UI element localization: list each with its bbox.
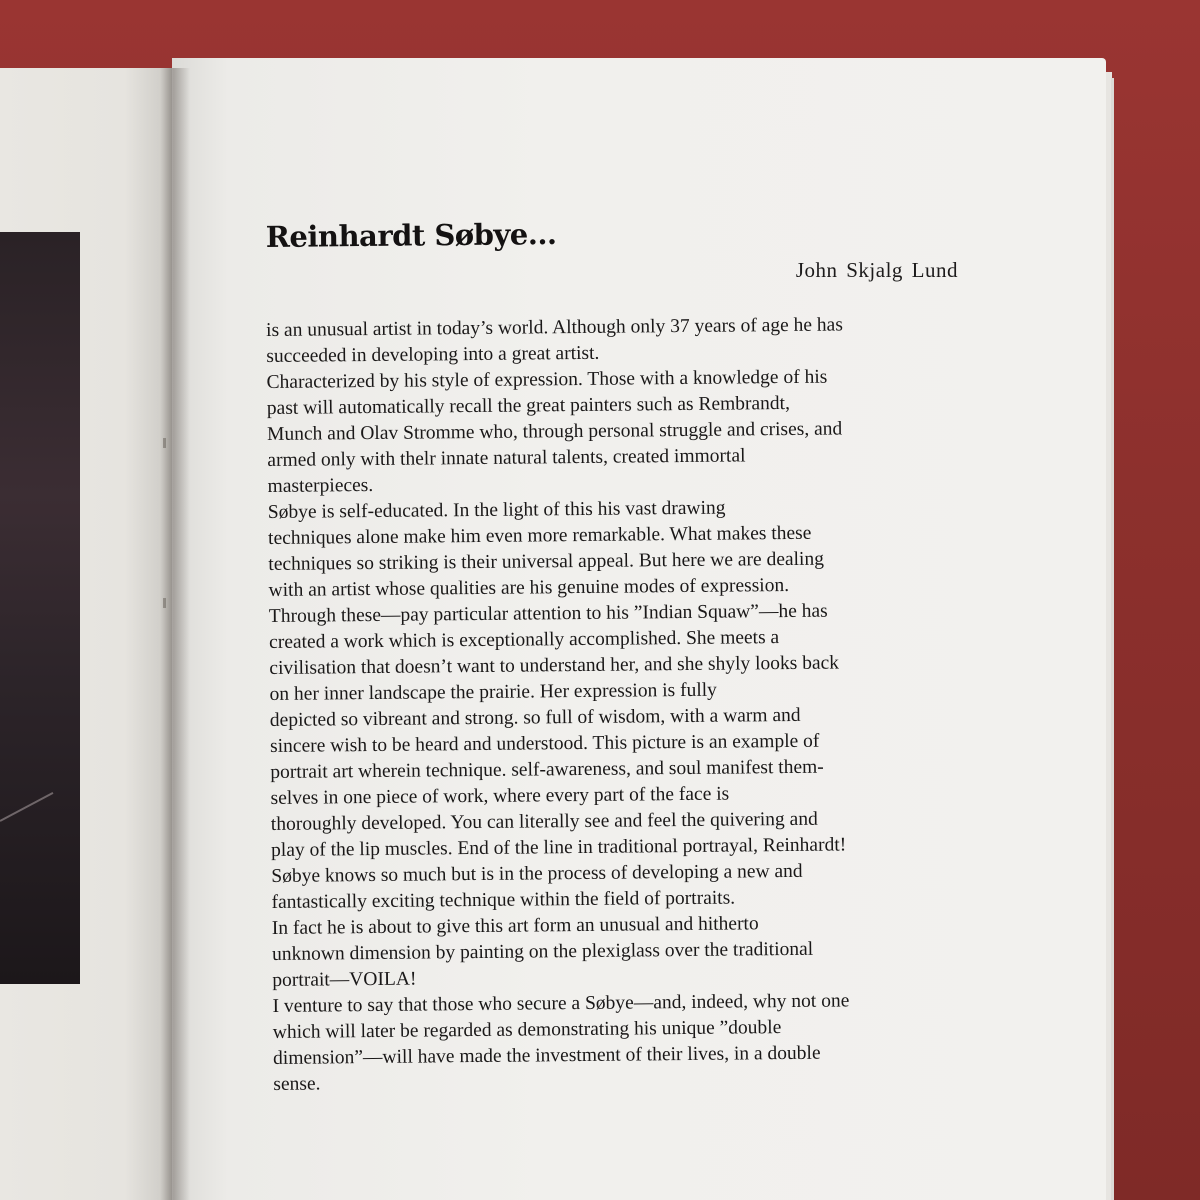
- body-line: civilisation that doesn’t want to understand her, and she shyly looks back: [269, 652, 840, 679]
- body-line: succeeded in developing into a great artist.: [266, 342, 600, 367]
- body-line: on her inner landscape the prairie. Her expression is fully: [269, 679, 717, 705]
- body-line: Søbye is self-educated. In the light of this his vast drawing: [267, 497, 726, 523]
- body-line: unknown dimension by painting on the plexiglass over the traditional: [272, 938, 814, 965]
- painting-highlight-line: [0, 792, 53, 822]
- book-gutter: [160, 68, 190, 1200]
- body-line: thoroughly developed. You can literally see and feel the quivering and: [270, 808, 818, 835]
- body-line: Characterized by his style of expression. Those with a knowledge of his: [266, 366, 828, 393]
- body-line: sincere wish to be heard and understood. This picture is an example of: [270, 730, 820, 757]
- body-line: is an unusual artist in today’s world. Although only 37 years of age he has: [266, 314, 843, 341]
- body-line: portrait—VOILA!: [272, 968, 417, 991]
- article-title: Reinhardt Søbye...: [265, 216, 557, 254]
- body-line: masterpieces.: [267, 474, 374, 497]
- body-line: selves in one piece of work, where every part of the face is: [270, 783, 730, 809]
- body-line: Through these—pay particular attention to his ”Indian Squaw”—he has: [268, 600, 828, 627]
- article-body: [266, 311, 973, 1098]
- body-line: fantastically exciting technique within the field of portraits.: [271, 887, 736, 913]
- page-edge: [1111, 78, 1114, 1200]
- body-line: past will automatically recall the great painters such as Rembrandt,: [266, 392, 791, 419]
- body-line: created a work which is exceptionally accomplished. She meets a: [269, 627, 780, 653]
- body-line: Søbye knows so much but is in the process of developing a new and: [271, 860, 803, 887]
- body-line: armed only with thelr innate natural talents, created immortal: [267, 445, 746, 471]
- body-line: portrait art wherein technique. self-awareness, and soul manifest them-: [270, 756, 824, 783]
- body-line: Munch and Olav Stromme who, through personal struggle and crises, and: [267, 418, 843, 445]
- body-line: play of the lip muscles. End of the line in traditional portrayal, Reinhardt!: [271, 834, 847, 861]
- body-line: In fact he is about to give this art form an unusual and hitherto: [271, 913, 759, 939]
- article-author: John Skjalg Lund: [795, 258, 958, 282]
- body-line: dimension”—will have made the investment of their lives, in a double: [273, 1042, 821, 1069]
- body-line: techniques so striking is their universal appeal. But here we are dealing: [268, 548, 825, 575]
- painting-photo: [0, 232, 80, 984]
- body-line: depicted so vibreant and strong. so full of wisdom, with a warm and: [269, 704, 801, 731]
- body-line: with an artist whose qualities are his genuine modes of expression.: [268, 574, 790, 601]
- body-line: techniques alone make him even more remarkable. What makes these: [268, 522, 812, 549]
- body-line: which will later be regarded as demonstrating his unique ”double: [272, 1017, 782, 1043]
- body-line: I venture to say that those who secure a Søbye—and, indeed, why not one: [272, 990, 850, 1017]
- body-line: sense.: [273, 1073, 321, 1095]
